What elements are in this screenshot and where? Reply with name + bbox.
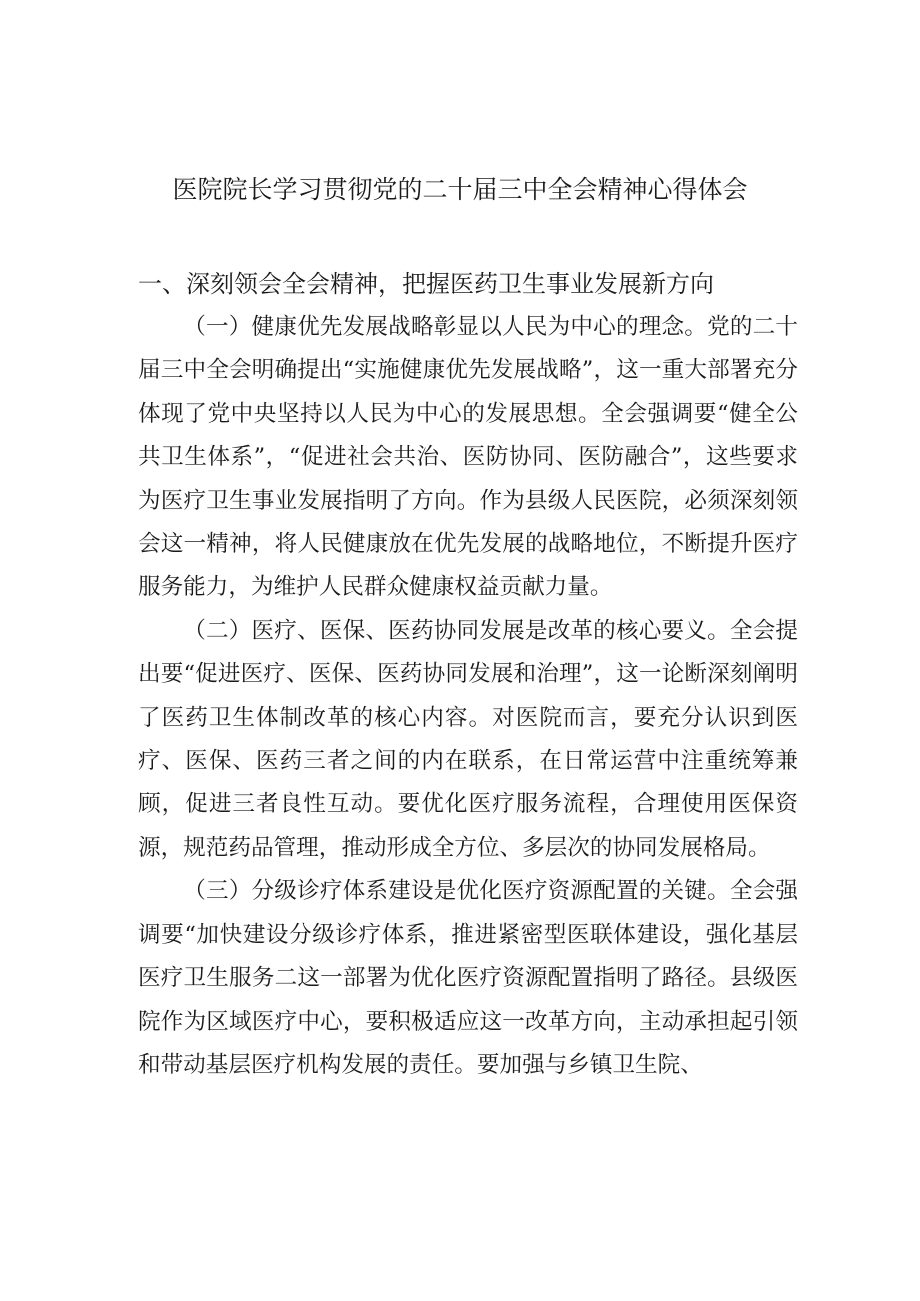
section-body — [138, 306, 798, 1087]
paragraph: （一）健康优先发展战略彰显以人民为中心的理念。党的二十届三中全会明确提出“实施健康优先发展战略”，这一重大部署充分体现了党中央坚持以人民为中心的发展思想。全会强调要“健全公共卫生体系”，“促进社会共治、医防协同、医防融合”，这些要求为医疗卫生事业发展指明了方向。作为县级人民医院，必须深刻领会这一精神，将人民健康放在优先发展的战略地位，不断提升医疗服务能力，为维护人民群众健康权益贡献力量。 — [138, 314, 798, 601]
section-heading: 一、深刻领会全会精神，把握医药卫生事业发展新方向 — [138, 270, 714, 298]
paragraph: （三）分级诊疗体系建设是优化医疗资源配置的关键。全会强调要“加快建设分级诊疗体系，推进紧密型医联体建设，强化基层医疗卫生服务二这一部署为优化医疗资源配置指明了路径。县级医院作为区域医疗中心，要积极适应这一改革方向，主动承担起引领和带动基层医疗机构发展的责任。要加强与乡镇卫生院、 — [138, 878, 798, 1078]
document-title: 医院院长学习贯彻党的二十届三中全会精神心得体会 — [172, 175, 748, 204]
paragraph: （二）医疗、医保、医药协同发展是改革的核心要义。全会提出要“促进医疗、医保、医药协同发展和治理”，这一论断深刻阐明了医药卫生体制改革的核心内容。对医院而言，要充分认识到医疗、医保、医药三者之间的内在联系，在日常运营中注重统筹兼顾，促进三者良性互动。要优化医疗服务流程，合理使用医保资源，规范药品管理，推动形成全方位、多层次的协同发展格局。 — [138, 617, 798, 861]
